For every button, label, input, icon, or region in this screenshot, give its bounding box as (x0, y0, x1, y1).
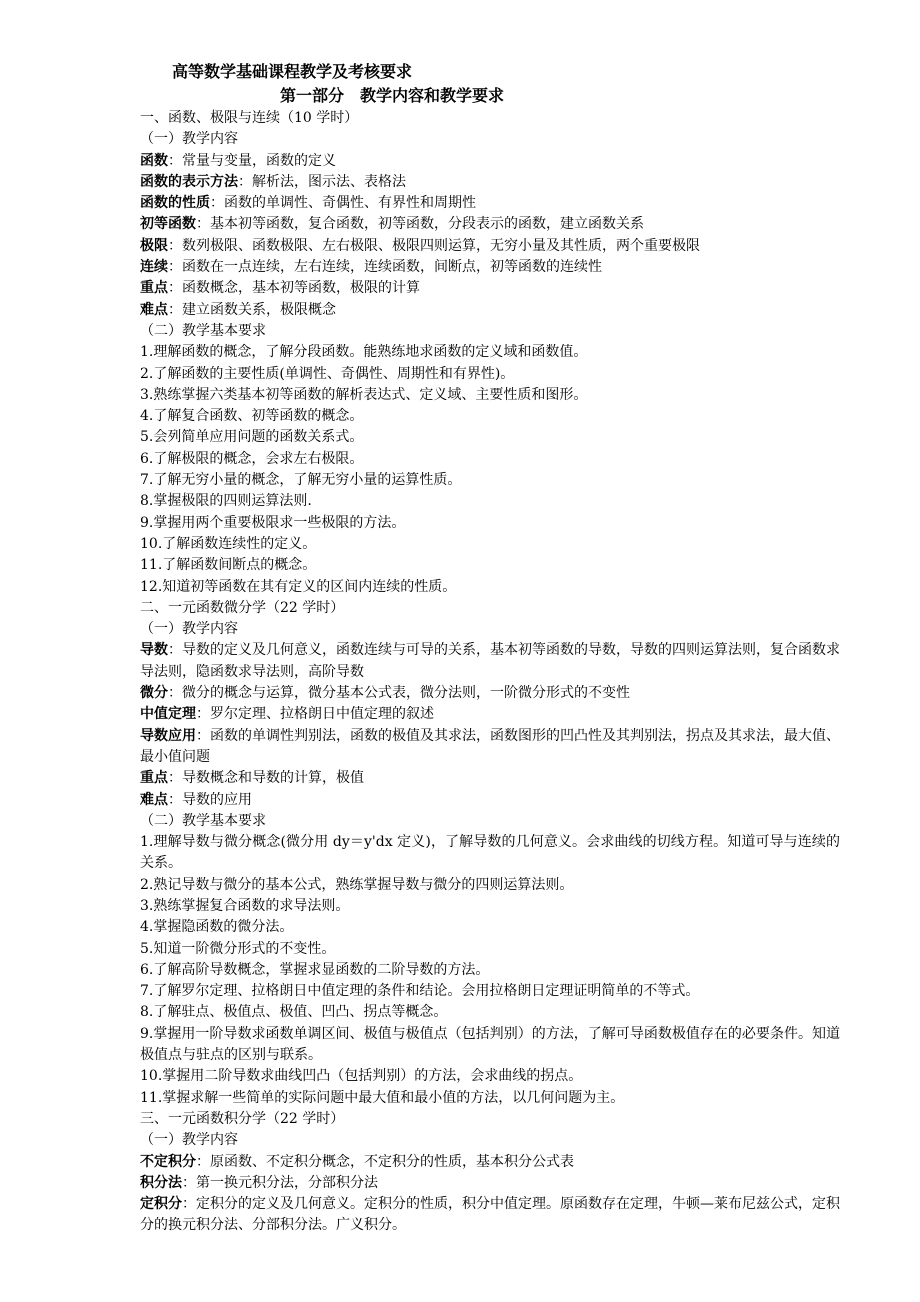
line-label: 难点 (140, 301, 168, 318)
text-line (140, 129, 840, 150)
line-text: 函数的单调性、奇偶性、有界性和周期性 (224, 195, 476, 212)
line-label: 积分法 (140, 1174, 182, 1191)
section-title: 第一部分 教学内容和教学要求 (280, 86, 505, 105)
line-label: 极限 (140, 237, 168, 254)
labeled-line: 初等函数：基本初等函数，复合函数，初等函数，分段表示的函数，建立函数关系 (140, 216, 644, 233)
labeled-line: 难点：导数的应用 (140, 791, 252, 808)
text-line (140, 981, 840, 1002)
document-title: 高等数学基础课程教学及考核要求 (172, 62, 413, 81)
labeled-line: 重点：导数概念和导数的计算，极值 (140, 770, 364, 787)
text-line (140, 449, 840, 470)
labeled-line: 函数的表示方法：解析法，图示法、表格法 (140, 173, 406, 190)
line-text: 6.了解极限的概念，会求左右极限。 (140, 450, 364, 467)
line-text: 7.了解罗尔定理、拉格朗日中值定理的条件和结论。会用拉格朗日定理证明简单的不等式。 (140, 983, 700, 1000)
line-text: 数列极限、函数极限、左右极限、极限四则运算，无穷小量及其性质，两个重要极限 (182, 237, 700, 254)
line-label: 重点 (140, 280, 168, 297)
text-line (140, 406, 840, 427)
line-label: 难点 (140, 791, 168, 808)
line-text: 导数的定义及几何意义，函数连续与可导的关系，基本初等函数的导数，导数的四则运算法则，复合函数求导法则，隐函数求导法则，高阶导数 (140, 642, 840, 680)
line-text: 9.掌握用一阶导数求函数单调区间、极值与极值点（包括判别）的方法，了解可导函数极值存在的必要条件。知道极值点与驻点的区别与联系。 (140, 1025, 840, 1064)
text-line (140, 555, 840, 576)
text-line (140, 1088, 840, 1109)
line-text: 8.了解驻点、极值点、极值、凹凸、拐点等概念。 (140, 1004, 448, 1021)
text-line (140, 832, 840, 875)
text-line (140, 896, 840, 917)
labeled-line: 微分：微分的概念与运算，微分基本公式表，微分法则，一阶微分形式的不变性 (140, 685, 630, 702)
text-line (140, 577, 840, 598)
line-text: 第一换元积分法，分部积分法 (196, 1174, 378, 1191)
line-text: 4.了解复合函数、初等函数的概念。 (140, 408, 364, 425)
labeled-line: 函数的性质：函数的单调性、奇偶性、有界性和周期性 (140, 195, 476, 212)
labeled-line: 难点：建立函数关系，极限概念 (140, 301, 336, 318)
text-line (140, 1130, 840, 1151)
line-text: （二）教学基本要求 (140, 812, 266, 829)
line-text: 罗尔定理、拉格朗日中值定理的叙述 (210, 706, 434, 723)
text-line (140, 1066, 840, 1087)
line-label: 不定积分 (140, 1153, 196, 1170)
line-label: 函数的表示方法 (140, 173, 238, 190)
document-body (140, 108, 840, 1237)
line-text: 一、函数、极限与连续（10 学时） (140, 110, 359, 126)
line-text: 8.掌握极限的四则运算法则. (140, 493, 312, 510)
line-label: 重点 (140, 770, 168, 787)
line-text: 10.了解函数连续性的定义。 (140, 535, 317, 552)
line-text: 定积分的定义及几何意义。定积分的性质，积分中值定理。原函数存在定理，牛顿—莱布尼兹公式，定积分的换元积分法、分部积分法。广义积分。 (140, 1196, 840, 1234)
line-text: 5.知道一阶微分形式的不变性。 (140, 940, 336, 957)
line-text: 常量与变量，函数的定义 (182, 152, 336, 169)
line-text: （二）教学基本要求 (140, 322, 266, 339)
text-line (140, 427, 840, 448)
line-text: 9.掌握用两个重要极限求一些极限的方法。 (140, 514, 406, 531)
text-line (140, 1002, 840, 1023)
labeled-line: 导数应用：函数的单调性判别法，函数的极值及其求法，函数图形的凹凸性及其判别法，拐点及其求法，最大值、最小值问题 (140, 727, 840, 765)
text-line (140, 917, 840, 938)
text-line (140, 534, 840, 555)
line-text: 原函数、不定积分概念，不定积分的性质，基本积分公式表 (210, 1153, 574, 1170)
line-label: 函数的性质 (140, 195, 210, 212)
line-text: （一）教学内容 (140, 1132, 238, 1149)
text-line (140, 321, 840, 342)
line-label: 函数 (140, 152, 168, 169)
line-text: 12.知道初等函数在其有定义的区间内连续的性质。 (140, 578, 457, 595)
line-text: 解析法，图示法、表格法 (252, 173, 406, 190)
line-text: 基本初等函数，复合函数，初等函数，分段表示的函数，建立函数关系 (210, 216, 644, 233)
text-line (140, 470, 840, 491)
line-label: 中值定理 (140, 706, 196, 723)
line-label: 初等函数 (140, 216, 196, 233)
line-label: 定积分 (140, 1196, 182, 1213)
text-line (140, 619, 840, 640)
line-text: 7.了解无穷小量的概念，了解无穷小量的运算性质。 (140, 472, 462, 489)
line-text: （一）教学内容 (140, 131, 238, 148)
labeled-line: 积分法：第一换元积分法，分部积分法 (140, 1174, 378, 1191)
labeled-line: 中值定理：罗尔定理、拉格朗日中值定理的叙述 (140, 706, 434, 723)
line-text: 3.熟练掌握复合函数的求导法则。 (140, 897, 350, 914)
text-line (140, 939, 840, 960)
text-line (140, 598, 840, 619)
line-text: 导数概念和导数的计算，极值 (182, 770, 364, 787)
line-text: 6.了解高阶导数概念，掌握求显函数的二阶导数的方法。 (140, 961, 490, 978)
line-text: 10.掌握用二阶导数求曲线凹凸（包括判别）的方法，会求曲线的拐点。 (140, 1068, 583, 1085)
line-text: 1.理解导数与微分概念(微分用 dy＝y'dx 定义)，了解导数的几何意义。会求曲线的切线方程。知道可导与连续的关系。 (140, 834, 840, 872)
text-line (140, 108, 840, 129)
labeled-line: 连续：函数在一点连续，左右连续，连续函数，间断点，初等函数的连续性 (140, 259, 602, 276)
line-text: 2.熟记导数与微分的基本公式，熟练掌握导数与微分的四则运算法则。 (140, 876, 574, 893)
text-line (140, 513, 840, 534)
text-line (140, 1109, 840, 1130)
line-label: 导数 (140, 642, 168, 659)
line-text: 5.会列简单应用问题的函数关系式。 (140, 429, 364, 446)
text-line (140, 342, 840, 363)
line-label: 微分 (140, 685, 168, 702)
line-text: 函数概念，基本初等函数，极限的计算 (182, 280, 420, 297)
line-text: 二、一元函数微分学（22 学时） (140, 599, 345, 616)
line-text: 2.了解函数的主要性质(单调性、奇偶性、周期性和有界性)。 (140, 365, 515, 382)
labeled-line: 重点：函数概念，基本初等函数，极限的计算 (140, 280, 420, 297)
line-label: 连续 (140, 259, 168, 276)
line-text: 函数在一点连续，左右连续，连续函数，间断点，初等函数的连续性 (182, 259, 602, 276)
line-text: 导数的应用 (182, 791, 252, 808)
text-line (140, 1024, 840, 1067)
text-line (140, 364, 840, 385)
line-text: 函数的单调性判别法，函数的极值及其求法，函数图形的凹凸性及其判别法，拐点及其求法，最大值、最小值问题 (140, 727, 840, 765)
labeled-line: 极限：数列极限、函数极限、左右极限、极限四则运算，无穷小量及其性质，两个重要极限 (140, 237, 700, 254)
labeled-line: 导数：导数的定义及几何意义，函数连续与可导的关系，基本初等函数的导数，导数的四则运算法则，复合函数求导法则，隐函数求导法则，高阶导数 (140, 642, 840, 680)
line-text: 1.理解函数的概念，了解分段函数。能熟练地求函数的定义域和函数值。 (140, 344, 588, 361)
labeled-line: 不定积分：原函数、不定积分概念，不定积分的性质，基本积分公式表 (140, 1153, 574, 1170)
labeled-line: 函数：常量与变量，函数的定义 (140, 152, 336, 169)
line-text: 建立函数关系，极限概念 (182, 301, 336, 318)
text-line (140, 385, 840, 406)
line-text: 11.掌握求解一些简单的实际问题中最大值和最小值的方法，以几何问题为主。 (140, 1089, 625, 1106)
line-text: 微分的概念与运算，微分基本公式表，微分法则，一阶微分形式的不变性 (182, 685, 630, 702)
text-line (140, 491, 840, 512)
line-text: 三、一元函数积分学（22 学时） (140, 1110, 345, 1127)
text-line (140, 811, 840, 832)
text-line (140, 875, 840, 896)
line-text: 11.了解函数间断点的概念。 (140, 557, 317, 574)
line-text: 4.掌握隐函数的微分法。 (140, 919, 294, 936)
line-text: （一）教学内容 (140, 621, 238, 638)
document-page (140, 60, 840, 1237)
text-line (140, 960, 840, 981)
line-label: 导数应用 (140, 727, 196, 744)
labeled-line: 定积分：定积分的定义及几何意义。定积分的性质，积分中值定理。原函数存在定理，牛顿—莱布尼兹公式，定积分的换元积分法、分部积分法。广义积分。 (140, 1196, 840, 1234)
line-text: 3.熟练掌握六类基本初等函数的解析表达式、定义域、主要性质和图形。 (140, 386, 588, 403)
